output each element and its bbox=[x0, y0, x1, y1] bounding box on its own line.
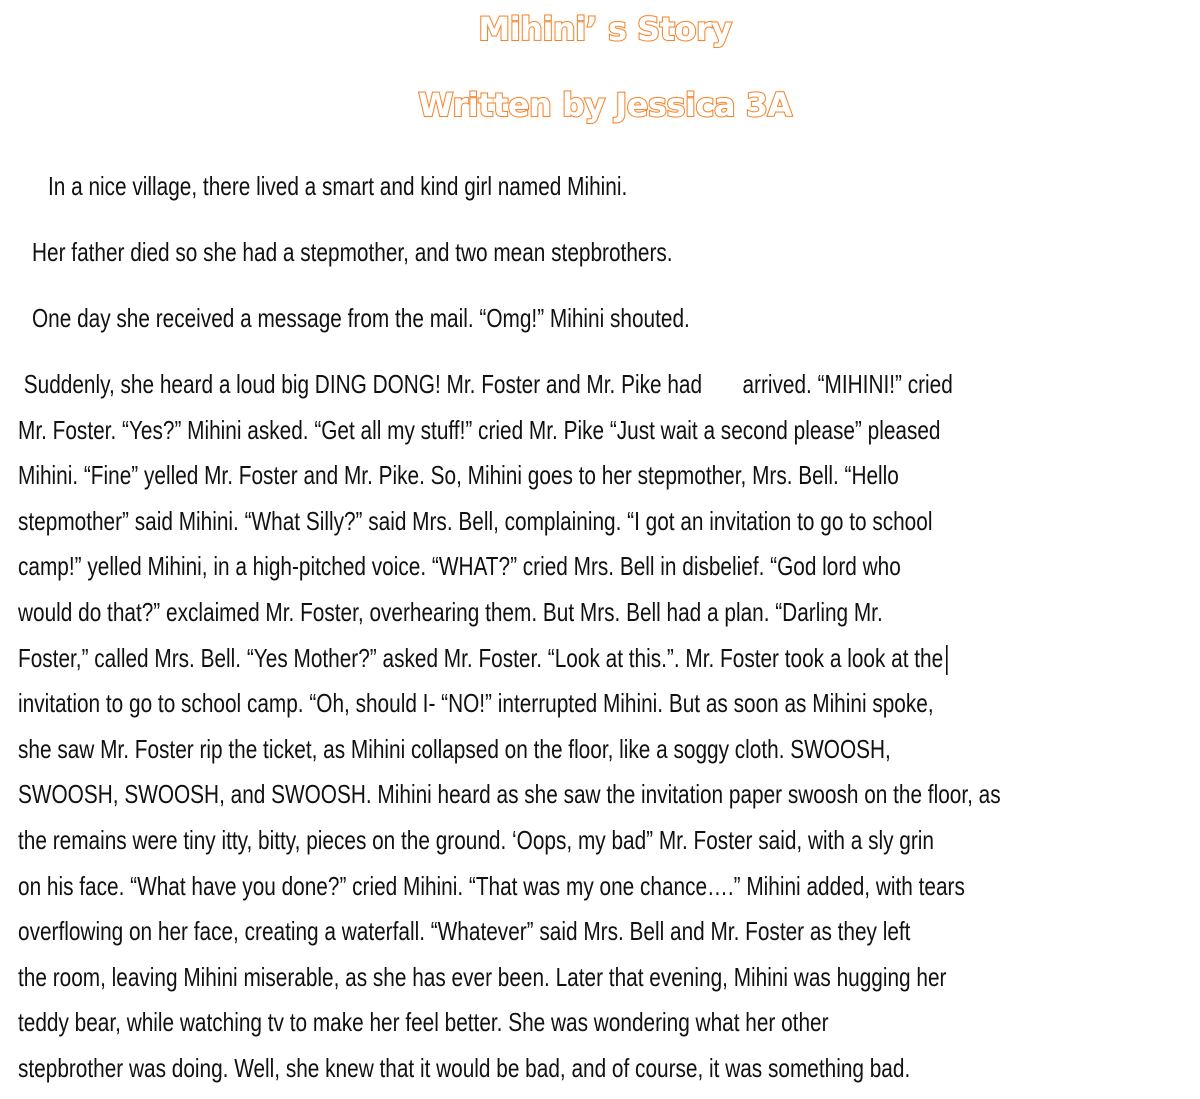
paragraph-line: she saw Mr. Foster rip the ticket, as Mihini collapsed on the floor, like a soggy cloth. SWOOSH, bbox=[18, 733, 891, 764]
paragraph-line: the room, leaving Mihini miserable, as she has ever been. Later that evening, Mihini was hugging her bbox=[18, 961, 947, 992]
story-byline: Written by Jessica 3A bbox=[418, 86, 792, 124]
intro-line-3: One day she received a message from the mail. “Omg!” Mihini shouted. bbox=[32, 303, 690, 333]
paragraph-line: stepmother” said Mihini. “What Silly?” said Mrs. Bell, complaining. “I got an invitation to go to school bbox=[18, 505, 933, 536]
paragraph-line: SWOOSH, SWOOSH, and SWOOSH. Mihini heard as she saw the invitation paper swoosh on the floor, as bbox=[18, 779, 1001, 810]
story-title: Mihini’ s Story bbox=[478, 10, 732, 48]
text-cursor bbox=[946, 645, 948, 675]
paragraph-line: Mr. Foster. “Yes?” Mihini asked. “Get all my stuff!” cried Mr. Pike “Just wait a second please” pleased bbox=[18, 414, 941, 445]
story-paragraph bbox=[18, 362, 1194, 1092]
paragraph-line: would do that?” exclaimed Mr. Foster, overhearing them. But Mrs. Bell had a plan. “Darling Mr. bbox=[18, 596, 883, 627]
paragraph-line: Mihini. “Fine” yelled Mr. Foster and Mr. Pike. So, Mihini goes to her stepmother, Mrs. Bell. “Hello bbox=[18, 460, 899, 491]
paragraph-line: stepbrother was doing. Well, she knew that it would be bad, and of course, it was something bad. bbox=[18, 1052, 911, 1083]
intro-line-2: Her father died so she had a stepmother, and two mean stepbrothers. bbox=[32, 237, 673, 267]
paragraph-line: the remains were tiny itty, bitty, pieces on the ground. ‘Oops, my bad” Mr. Foster said, with a sly grin bbox=[18, 824, 934, 855]
paragraph-line: overflowing on her face, creating a waterfall. “Whatever” said Mrs. Bell and Mr. Foster as they left bbox=[18, 916, 911, 947]
paragraph-line: Suddenly, she heard a loud big DING DONG! Mr. Foster and Mr. Pike had arrived. “MIHINI!” cried bbox=[18, 369, 953, 399]
paragraph-line: Foster,” called Mrs. Bell. “Yes Mother?” asked Mr. Foster. “Look at this.”. Mr. Foster took a look at the bbox=[18, 642, 944, 673]
intro-line-1: In a nice village, there lived a smart and kind girl named Mihini. bbox=[48, 171, 628, 201]
paragraph-line-with-caret bbox=[18, 636, 1194, 682]
paragraph-line: camp!” yelled Mihini, in a high-pitched voice. “WHAT?” cried Mrs. Bell in disbelief. “God lord who bbox=[18, 551, 901, 582]
paragraph-line: teddy bear, while watching tv to make her feel better. She was wondering what her other bbox=[18, 1007, 829, 1038]
paragraph-line: invitation to go to school camp. “Oh, should I- “NO!” interrupted Mihini. But as soon as Mihini spoke, bbox=[18, 688, 934, 719]
paragraph-line: on his face. “What have you done?” cried Mihini. “That was my one chance….” Mihini added, with tears bbox=[18, 870, 965, 901]
